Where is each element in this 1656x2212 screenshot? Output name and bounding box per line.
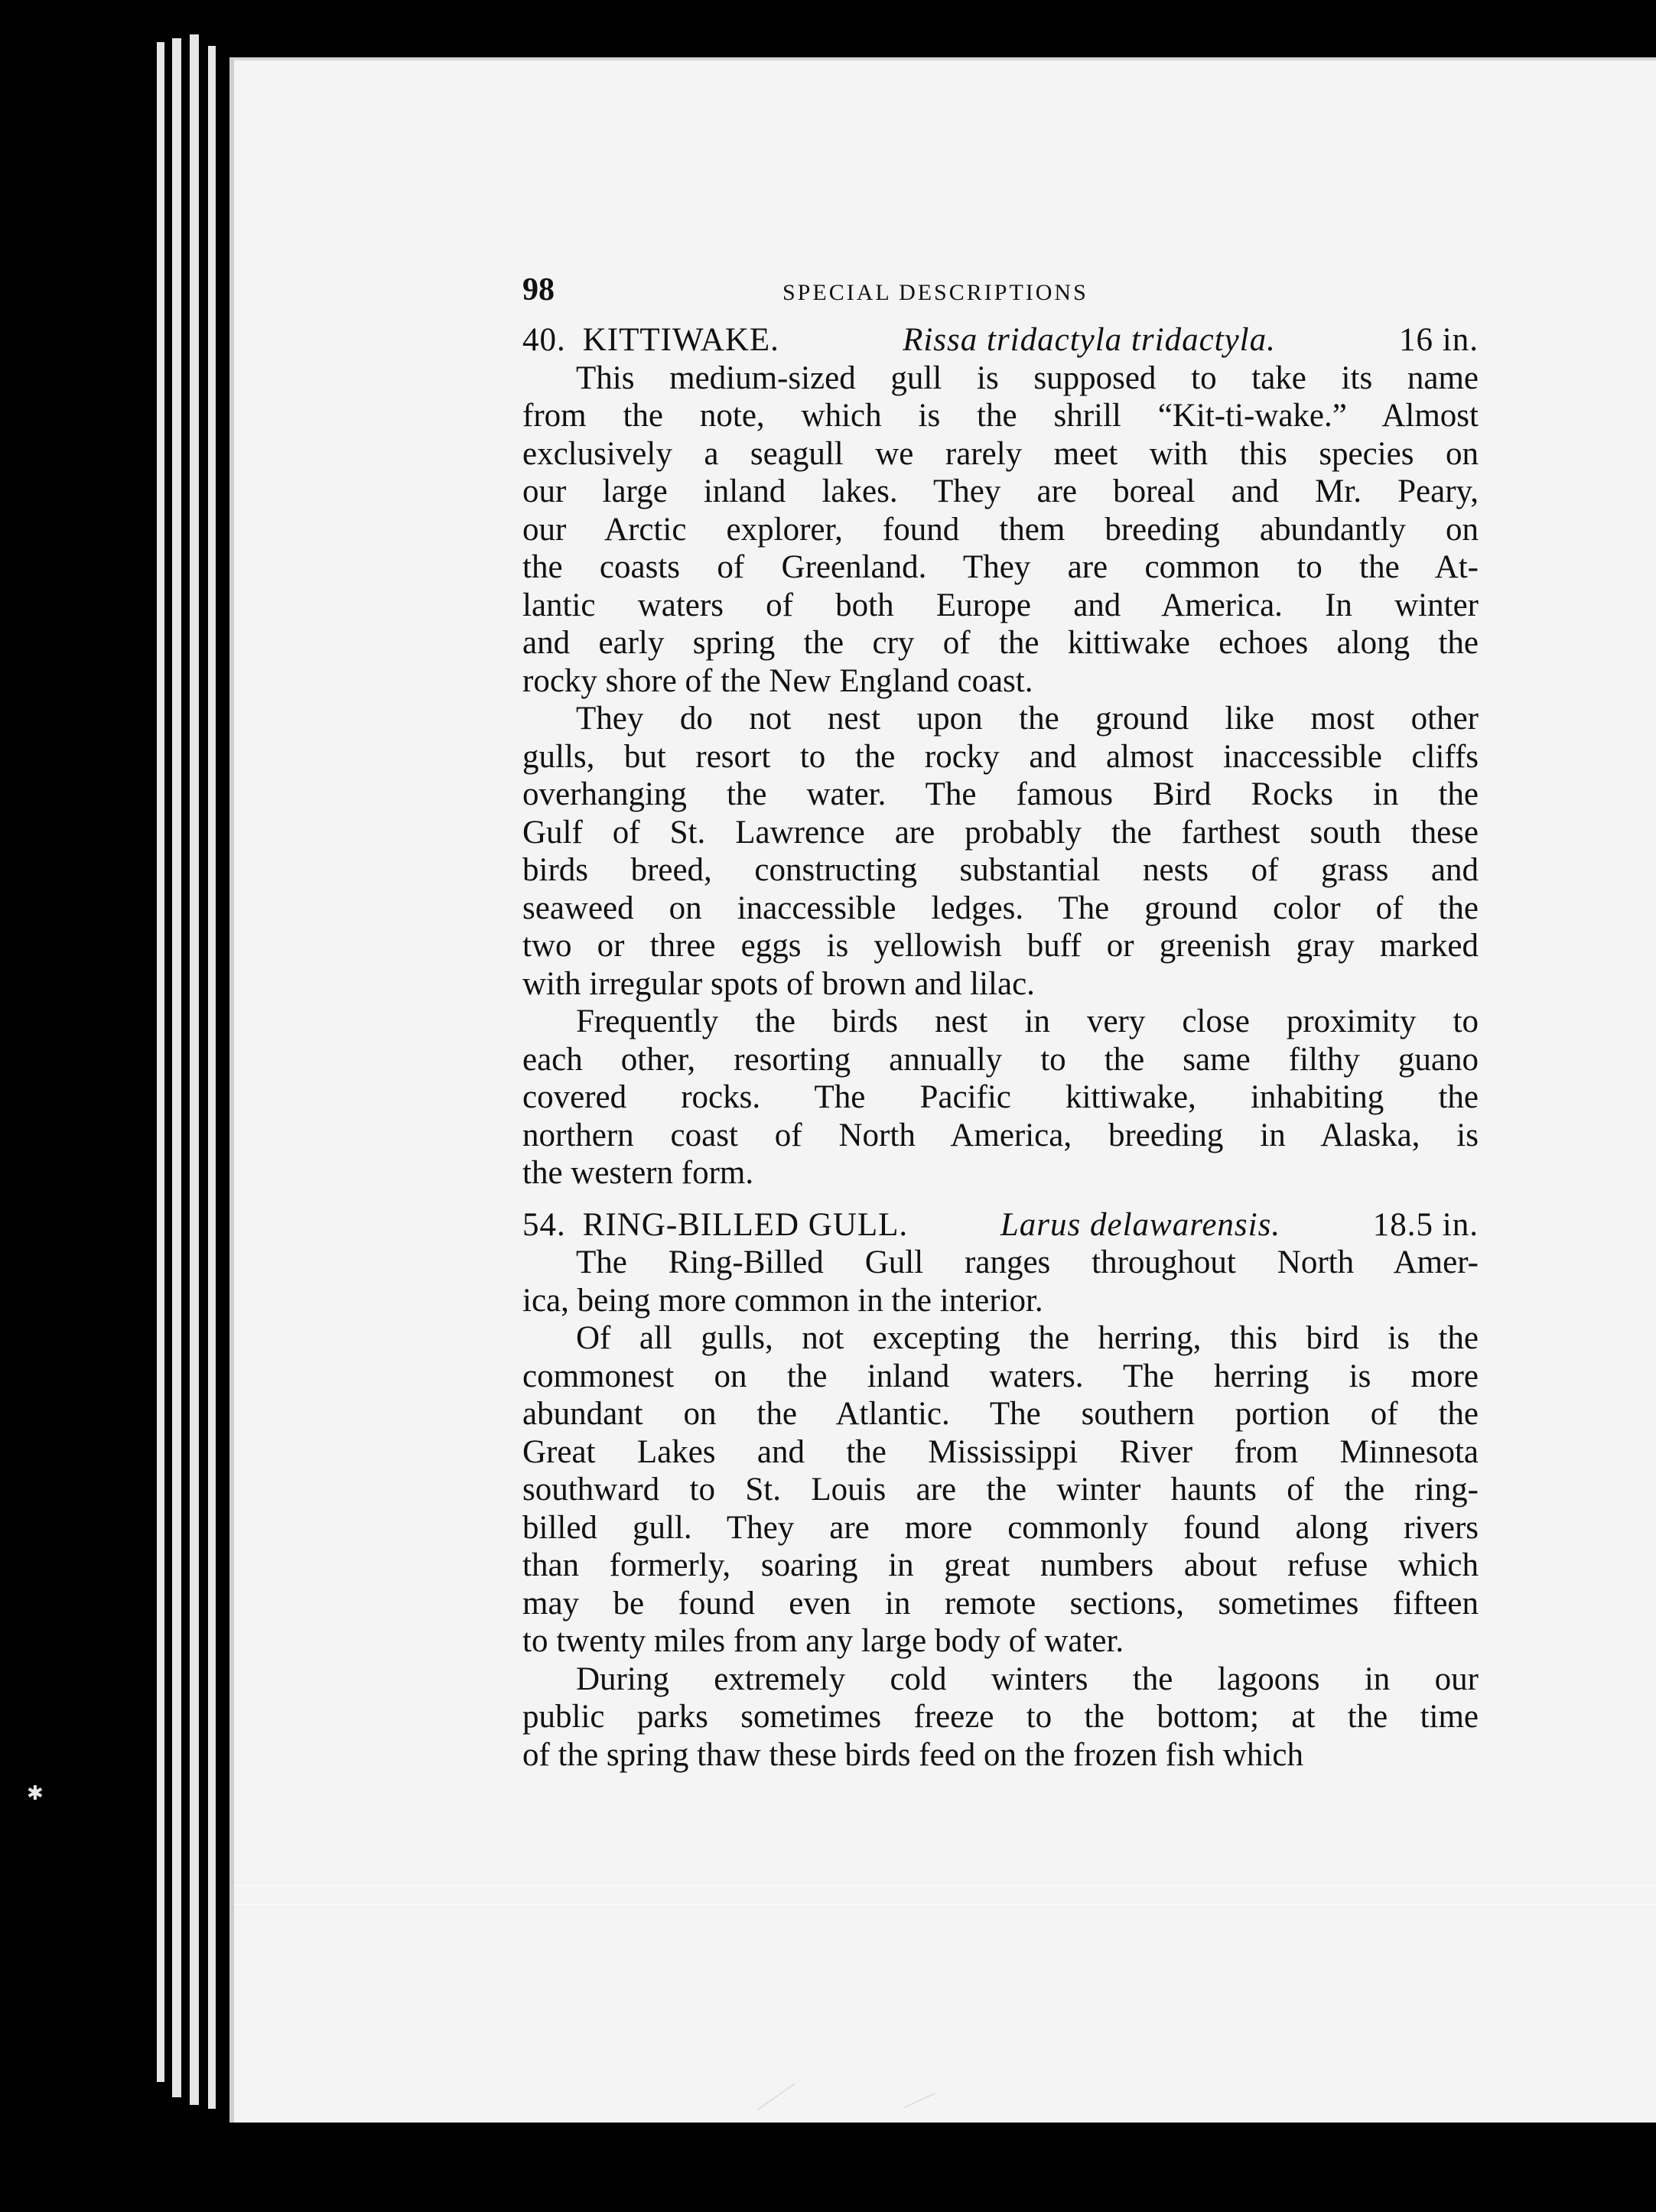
entry-size: 16 in. xyxy=(1399,322,1479,358)
page-edge xyxy=(157,42,164,2082)
entry-common-name: RING-BILLED GULL. xyxy=(582,1206,909,1243)
text-line: public parks sometimes freeze to the bottom; at the time xyxy=(522,1699,1479,1735)
text-line: of the spring thaw these birds feed on the frozen fish which xyxy=(522,1736,1303,1773)
text-line: Of all gulls, not excepting the herring, this bird is the xyxy=(576,1320,1479,1356)
scan-artifact-speck: ✱ xyxy=(27,1782,44,1804)
text-line: and early spring the cry of the kittiwake echoes along the xyxy=(522,625,1479,661)
running-head-title: SPECIAL DESCRIPTIONS xyxy=(782,280,1088,305)
text-line: from the note, which is the shrill “Kit-ti-wake.” Almost xyxy=(522,398,1479,434)
entry-gap xyxy=(522,1192,1479,1206)
text-line: northern coast of North America, breeding in Alaska, is xyxy=(522,1117,1479,1153)
text-line: the western form. xyxy=(522,1155,754,1191)
text-line: lantic waters of both Europe and America. In winter xyxy=(522,587,1479,623)
text-line: the coasts of Greenland. They are common to the At- xyxy=(522,549,1479,585)
scan-artifact-line xyxy=(234,1885,1656,1886)
scan-artifact-line xyxy=(234,1904,1656,1905)
paragraph xyxy=(522,1319,1479,1661)
text-line: During extremely cold winters the lagoons in our xyxy=(576,1661,1479,1697)
entry-number: 40. xyxy=(522,322,566,358)
text-line: birds breed, constructing substantial nests of grass and xyxy=(522,852,1479,888)
entry-scientific-name: Rissa tridactyla tridactyla. xyxy=(903,322,1276,358)
text-line: southward to St. Louis are the winter haunts of the ring- xyxy=(522,1472,1479,1508)
text-line: Frequently the birds nest in very close proximity to xyxy=(576,1004,1479,1039)
text-line: each other, resorting annually to the same filthy guano xyxy=(522,1041,1479,1078)
text-line: The Ring-Billed Gull ranges throughout North Amer- xyxy=(576,1244,1479,1280)
entry-heading xyxy=(522,321,1479,359)
text-line: gulls, but resort to the rocky and almost inaccessible cliffs xyxy=(522,738,1479,775)
text-line: rocky shore of the New England coast. xyxy=(522,662,1033,699)
entry-number: 54. xyxy=(522,1206,566,1243)
paragraph xyxy=(522,1661,1479,1774)
text-line: overhanging the water. The famous Bird Rocks in the xyxy=(522,776,1479,812)
text-line: billed gull. They are more commonly found along rivers xyxy=(522,1509,1479,1546)
entry-common-name: KITTIWAKE. xyxy=(582,322,779,358)
page-number: 98 xyxy=(522,272,555,307)
text-line: our large inland lakes. They are boreal and Mr. Peary, xyxy=(522,473,1479,509)
entries xyxy=(522,321,1479,1774)
entry-heading xyxy=(522,1206,1479,1244)
text-line: our Arctic explorer, found them breeding abundantly on xyxy=(522,511,1479,548)
text-line: Great Lakes and the Mississippi River from Minnesota xyxy=(522,1433,1479,1470)
text-line: This medium-sized gull is supposed to take its name xyxy=(576,359,1479,396)
text-line: to twenty miles from any large body of water. xyxy=(522,1623,1124,1659)
text-line: Gulf of St. Lawrence are probably the farthest south these xyxy=(522,814,1479,851)
paragraph xyxy=(522,1244,1479,1319)
text-line: They do not nest upon the ground like most other xyxy=(576,701,1479,737)
text-line: exclusively a seagull we rarely meet with this species on xyxy=(522,435,1479,472)
text-line: commonest on the inland waters. The herring is more xyxy=(522,1358,1479,1394)
page-edge xyxy=(208,46,216,2109)
page-edge xyxy=(172,38,181,2097)
paragraph xyxy=(522,359,1479,701)
text-line: covered rocks. The Pacific kittiwake, inhabiting the xyxy=(522,1079,1479,1115)
running-head xyxy=(522,272,1479,314)
entry-size: 18.5 in. xyxy=(1372,1206,1479,1243)
text-line: than formerly, soaring in great numbers about refuse which xyxy=(522,1547,1479,1583)
paragraph xyxy=(522,700,1479,1003)
text-line: two or three eggs is yellowish buff or greenish gray marked xyxy=(522,928,1479,964)
text-line: ica, being more common in the interior. xyxy=(522,1282,1043,1319)
page-edge xyxy=(190,34,199,2105)
entry-title xyxy=(522,1206,908,1244)
entry-scientific-name: Larus delawarensis. xyxy=(1000,1206,1281,1243)
paragraph xyxy=(522,1003,1479,1192)
text-line: abundant on the Atlantic. The southern portion of the xyxy=(522,1396,1479,1432)
page-text xyxy=(522,272,1479,1774)
text-line: with irregular spots of brown and lilac. xyxy=(522,965,1035,1002)
text-line: seaweed on inaccessible ledges. The ground color of the xyxy=(522,890,1479,926)
entry-title xyxy=(522,321,779,359)
text-line: may be found even in remote sections, sometimes fifteen xyxy=(522,1585,1479,1622)
